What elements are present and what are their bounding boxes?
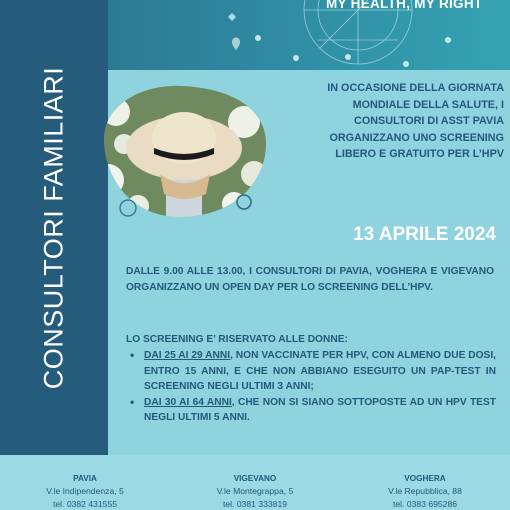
age-range: DAI 30 AI 64 ANNI xyxy=(144,396,232,408)
criteria-text: , NON VACCINATE PER HPV, CON ALMENO DUE DOSI, ENTRO 15 ANNI, E CHE NON ABBIANO ESEGUITO UN PAP-TEST IN SCREENING NEGLI ULTIMI 3 ANNI; xyxy=(144,350,496,392)
office-city: VIGEVANO xyxy=(233,474,277,483)
office-pavia xyxy=(0,472,170,510)
list-item xyxy=(128,395,496,426)
office-phone: tel. 0382 431555 xyxy=(52,499,118,509)
office-phone: tel. 0381 333819 xyxy=(222,499,288,509)
office-city: VOGHERA xyxy=(404,474,446,483)
eligibility-heading: LO SCREENING E’ RISERVATO ALLE DONNE: xyxy=(126,334,348,345)
open-day-details: DALLE 9.00 ALLE 13.00, I CONSULTORI DI PAVIA, VOGHERA E VIGEVANO ORGANIZZANO UN OPEN DAY PER LO SCREENING DELL’HPV. xyxy=(126,266,494,293)
sidebar-title: CONSULTORI FAMILIARI xyxy=(38,66,69,390)
office-city: PAVIA xyxy=(73,474,97,483)
office-phone: tel. 0383 695286 xyxy=(392,499,458,509)
office-address: V.le Montegrappa, 5 xyxy=(216,486,294,496)
sidebar-panel xyxy=(0,0,108,455)
office-vigevano xyxy=(170,472,340,510)
footer-offices xyxy=(0,455,510,510)
event-date: 13 APRILE 2024 xyxy=(353,224,496,245)
criteria-text: , CHE NON SI SIANO SOTTOPOSTE AD UN HPV TEST NEGLI ULTIMI 5 ANNI. xyxy=(144,396,496,423)
eligibility-list xyxy=(128,348,496,426)
banner-slogan: MY HEALTH, MY RIGHT xyxy=(326,0,483,11)
woman-with-hat-photo xyxy=(94,82,270,220)
header-banner xyxy=(108,0,510,70)
list-item xyxy=(128,348,496,395)
age-range: DAI 25 AI 29 ANNI xyxy=(144,350,231,361)
office-address: V.le Repubblica, 88 xyxy=(388,486,462,496)
office-address: V.le Indipendenza, 5 xyxy=(46,486,124,496)
intro-announcement: IN OCCASIONE DELLA GIORNATA MONDIALE DELLA SALUTE, I CONSULTORI DI ASST PAVIA ORGANIZZANO UNO SCREENING LIBERO E GRATUITO PER L’HPV xyxy=(327,82,504,160)
office-voghera xyxy=(340,472,510,510)
